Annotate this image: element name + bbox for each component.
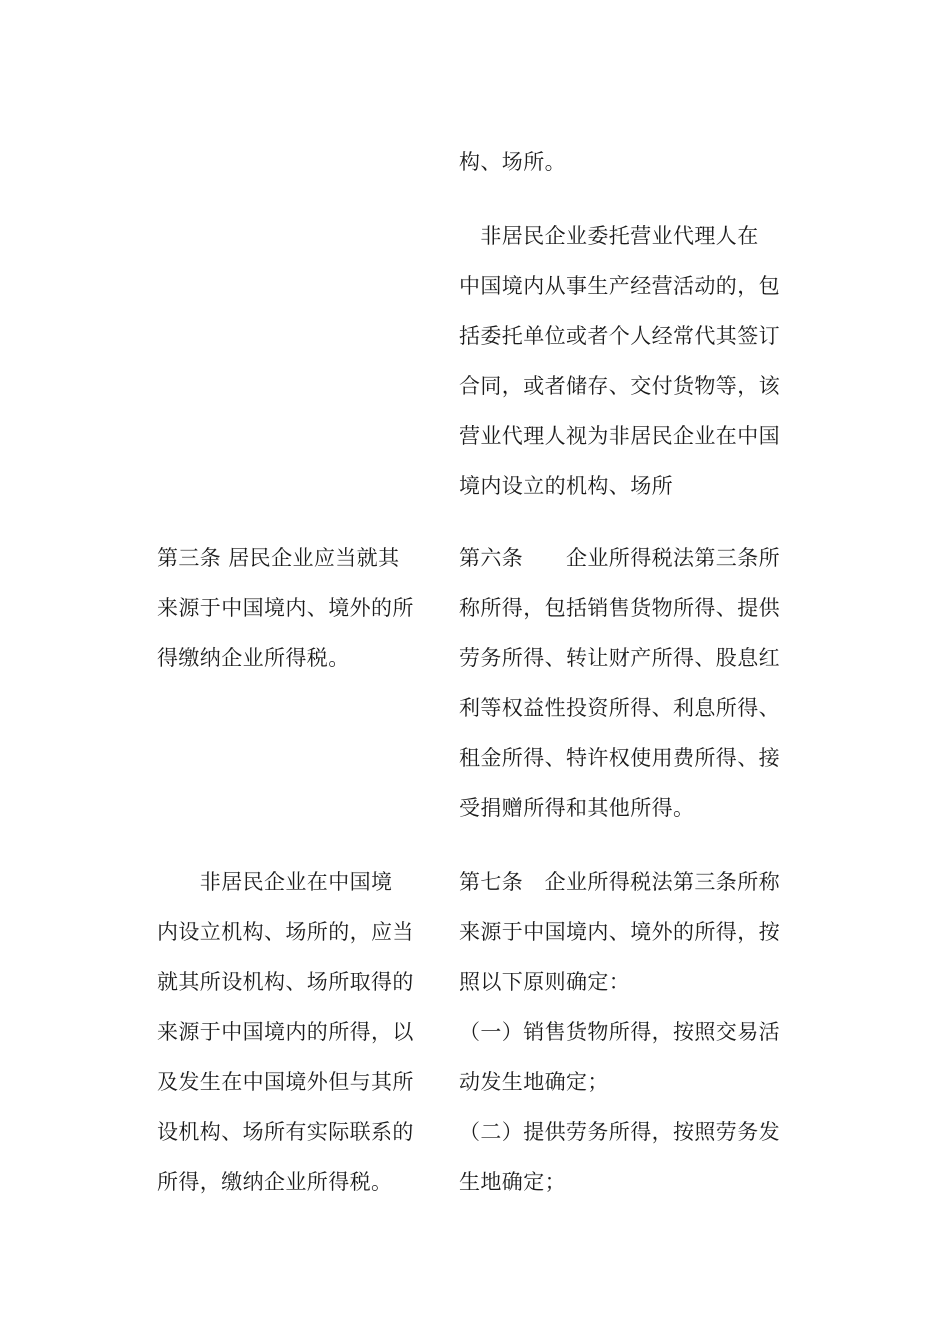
right-agent-paragraph [459,211,780,511]
right-article-6 [459,533,780,833]
text-line: （一）销售货物所得，按照交易活 [459,1020,780,1044]
text-line: 动发生地确定； [459,1070,609,1094]
text-line: 构、场所。 [459,150,566,174]
text-line: 非居民企业在中国境 [157,870,393,894]
right-article-7 [459,857,780,1207]
text-line: 生地确定； [459,1170,566,1194]
text-line: 租金所得、特许权使用费所得、接 [459,746,780,770]
text-line: 来源于中国境内、境外的所得，按 [459,920,780,944]
text-line: 及发生在中国境外但与其所 [157,1070,414,1094]
text-line: 设机构、场所有实际联系的 [157,1120,414,1144]
text-line: 第六条 企业所得税法第三条所 [459,546,780,570]
text-line: 就其所设机构、场所取得的 [157,970,414,994]
left-article-3-paragraph-2 [157,857,414,1207]
text-line: 来源于中国境内、境外的所 [157,596,414,620]
text-line: 第七条 企业所得税法第三条所称 [459,870,780,894]
left-article-3 [157,533,414,683]
text-line: 受捐赠所得和其他所得。 [459,796,695,820]
text-line: 所得，缴纳企业所得税。 [157,1170,393,1194]
text-line: 括委托单位或者个人经常代其签订 [459,324,780,348]
text-line: 照以下原则确定： [459,970,631,994]
right-carryover-text [459,137,566,187]
text-line: 第三条 居民企业应当就其 [157,546,400,570]
text-line: 境内设立的机构、场所 [459,474,673,498]
text-line: （二）提供劳务所得，按照劳务发 [459,1120,780,1144]
text-line: 非居民企业委托营业代理人在 [459,224,759,248]
text-line: 中国境内从事生产经营活动的，包 [459,274,780,298]
text-line: 来源于中国境内的所得，以 [157,1020,414,1044]
text-line: 称所得，包括销售货物所得、提供 [459,596,780,620]
text-line: 得缴纳企业所得税。 [157,646,350,670]
text-line: 内设立机构、场所的，应当 [157,920,414,944]
text-line: 合同，或者储存、交付货物等，该 [459,374,780,398]
text-line: 利等权益性投资所得、利息所得、 [459,696,780,720]
text-line: 营业代理人视为非居民企业在中国 [459,424,780,448]
text-line: 劳务所得、转让财产所得、股息红 [459,646,780,670]
